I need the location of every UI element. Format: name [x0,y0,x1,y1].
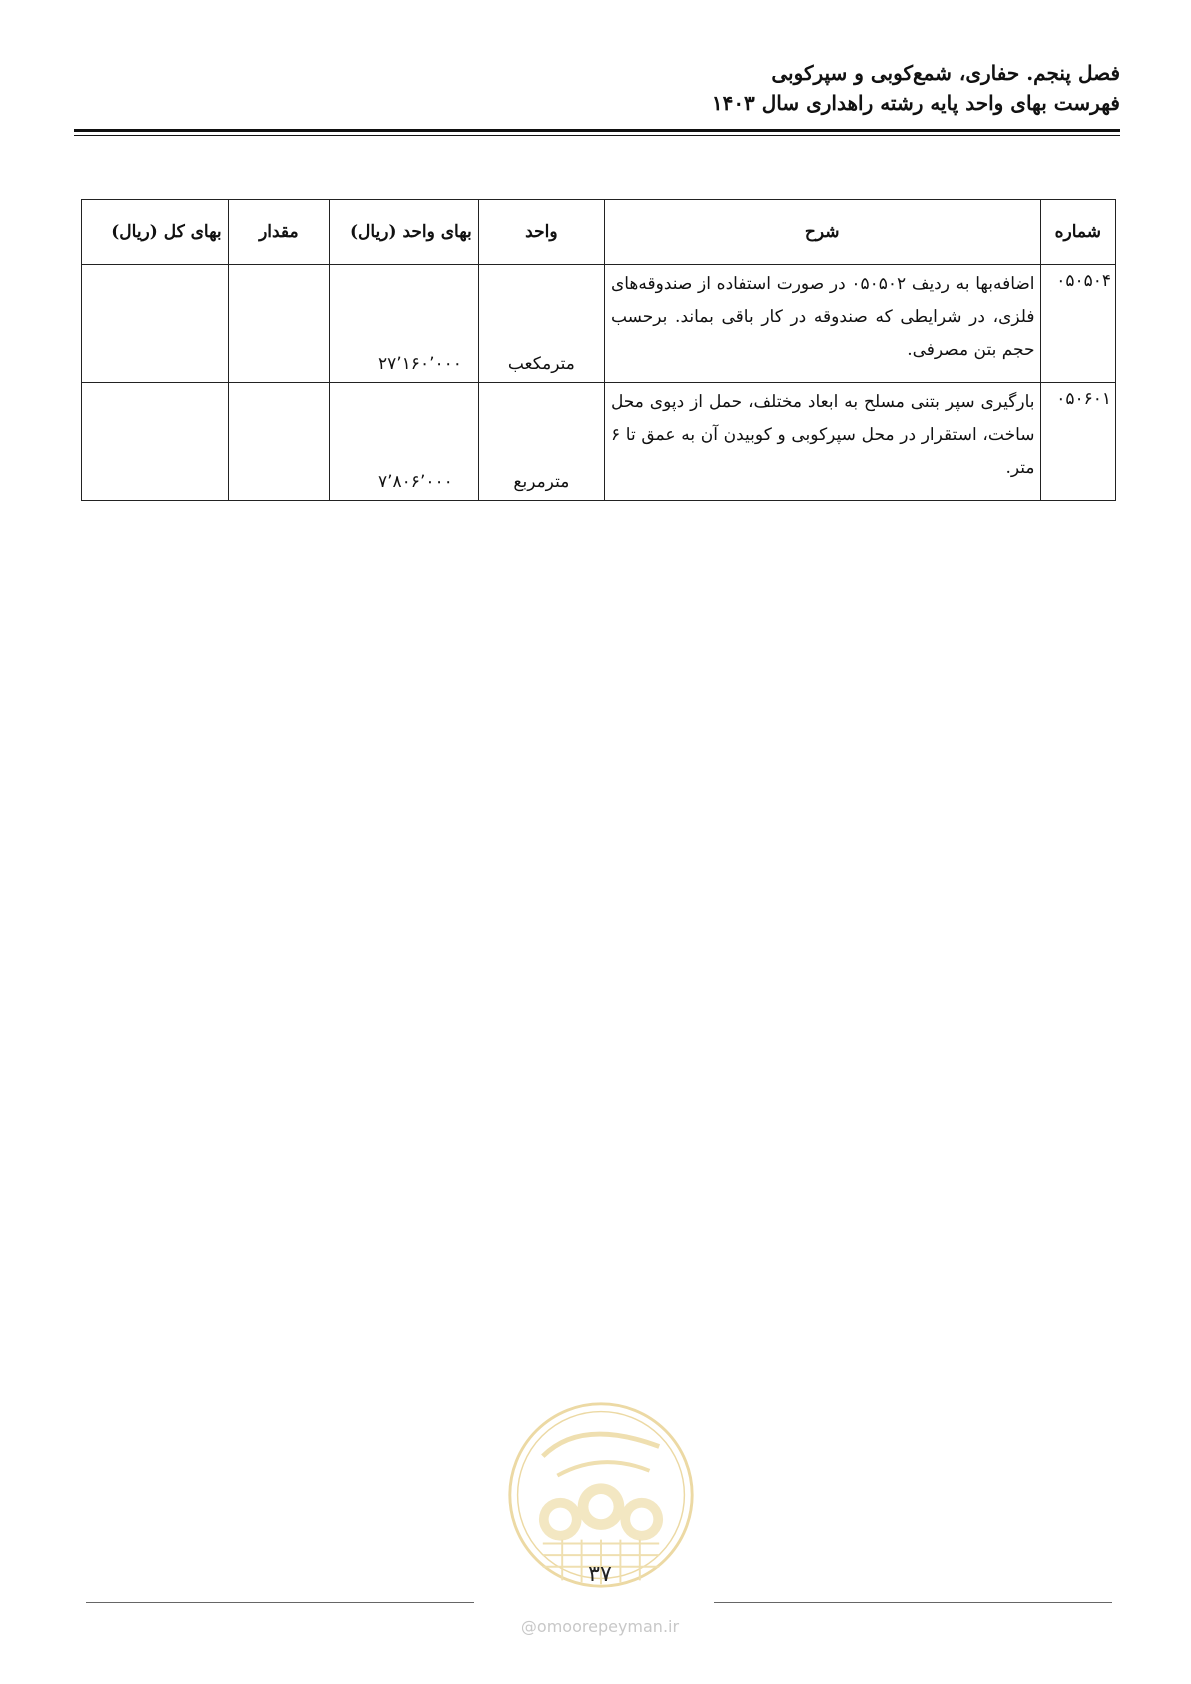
item-unit: مترمکعب [478,265,604,383]
col-header-description: شرح [604,200,1040,265]
header-rule-thin [74,135,1120,136]
page-number: ۳۷ [588,1562,612,1587]
col-header-quantity: مقدار [228,200,329,265]
table-header-row [82,200,1116,265]
table-row [82,383,1116,501]
col-header-total: بهای کل (ریال) [82,200,229,265]
item-code: ۰۵۰۵۰۴ [1040,265,1115,383]
item-description: بارگیری سپر بتنی مسلح به ابعاد مختلف، حمل از دپوی محل ساخت، استقرار در محل سپرکوبی و کوبیدن آن به عمق تا ۶ متر. [604,383,1040,501]
footer-rule-left [86,1602,474,1603]
watermark-text: @omoorepeyman.ir [520,1617,680,1636]
document-title: فهرست بهای واحد پایه رشته راهداری سال ۱۴۰۳ [711,91,1120,115]
chapter-title: فصل پنجم. حفاری، شمع‌کوبی و سپرکوبی [771,61,1120,85]
item-unit-price: ۲۷٬۱۶۰٬۰۰۰ [330,265,479,383]
footer-rule-right [714,1602,1112,1603]
item-unit: مترمربع [478,383,604,501]
item-code: ۰۵۰۶۰۱ [1040,383,1115,501]
item-total [82,265,229,383]
page-header [74,58,1120,118]
header-rule-thick [74,129,1120,132]
price-list-table [81,199,1116,501]
table-row [82,265,1116,383]
col-header-code: شماره [1040,200,1115,265]
item-unit-price: ۷٬۸۰۶٬۰۰۰ [330,383,479,501]
col-header-unit: واحد [478,200,604,265]
item-description: اضافه‌بها به ردیف ۰۵۰۵۰۲ در صورت استفاده از صندوقه‌های فلزی، در شرایطی که صندوقه در کار باقی بماند. برحسب حجم بتن مصرفی. [604,265,1040,383]
col-header-unit-price: بهای واحد (ریال) [330,200,479,265]
item-quantity [228,265,329,383]
item-total [82,383,229,501]
item-quantity [228,383,329,501]
